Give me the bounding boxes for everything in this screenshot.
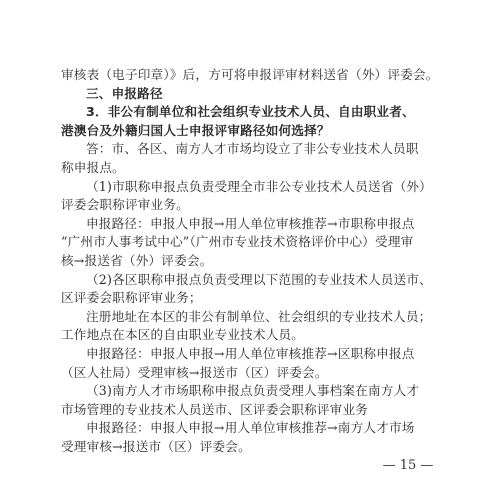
- paragraph-line: 市场管理的专业技术人员送市、区评委会职称评审业务: [61, 401, 369, 417]
- paragraph-line: （2)各区职称申报点负责受理以下范围的专业技术人员送市、: [86, 271, 432, 287]
- paragraph-line: 受理审核→报送市（区）评委会。: [61, 439, 251, 454]
- paragraph-line: （3)南方人才市场职称申报点负责受理人事档案在南方人才: [86, 383, 420, 399]
- question-heading-line-2: 港澳台及外籍归国人士申报评审路径如何选择？: [61, 122, 330, 138]
- section-heading: 三、申报路径: [86, 85, 163, 101]
- paragraph-line: （区人社局）受理审核→报送市（区）评委会。: [61, 364, 328, 380]
- paragraph-line: 核→报送省（外）评委会。: [61, 253, 213, 268]
- paragraph-line: 申报路径：申报人申报→用人单位审核推荐→区职称申报点: [86, 346, 415, 361]
- paragraph-line: 申报路径：申报人申报→用人单位审核推荐→市职称申报点: [86, 215, 415, 231]
- answer-line: 答：市、各区、南方人才市场均设立了非公专业技术人员职: [86, 141, 419, 157]
- paragraph-line: 审核表（电子印章）》后，方可将申报评审材料送省（外）评委会。: [61, 67, 439, 82]
- paragraph-line: 申报路径：申报人申报→用人单位审核推荐→南方人才市场: [86, 420, 415, 436]
- paragraph-line: 区评委会职称评审业务；: [61, 290, 202, 306]
- paragraph-line: （1)市职称申报点负责受理全市非公专业技术人员送省（外）: [86, 178, 432, 194]
- page-number: — 15 —: [382, 458, 434, 473]
- answer-line: 称申报点。: [61, 160, 125, 175]
- question-heading-line-1: 3．非公有制单位和社会组织专业技术人员、自由职业者、: [86, 104, 415, 120]
- paragraph-line: “广州市人事考试中心”（广州市专业技术资格评价中心）受理审: [61, 234, 414, 250]
- paragraph-line: 评委会职称评审业务。: [61, 197, 189, 213]
- paragraph-line: 注册地址在本区的非公有制单位、社会组织的专业技术人员；: [86, 308, 432, 324]
- paragraph-line: 工作地点在本区的自由职业专业技术人员。: [61, 327, 305, 343]
